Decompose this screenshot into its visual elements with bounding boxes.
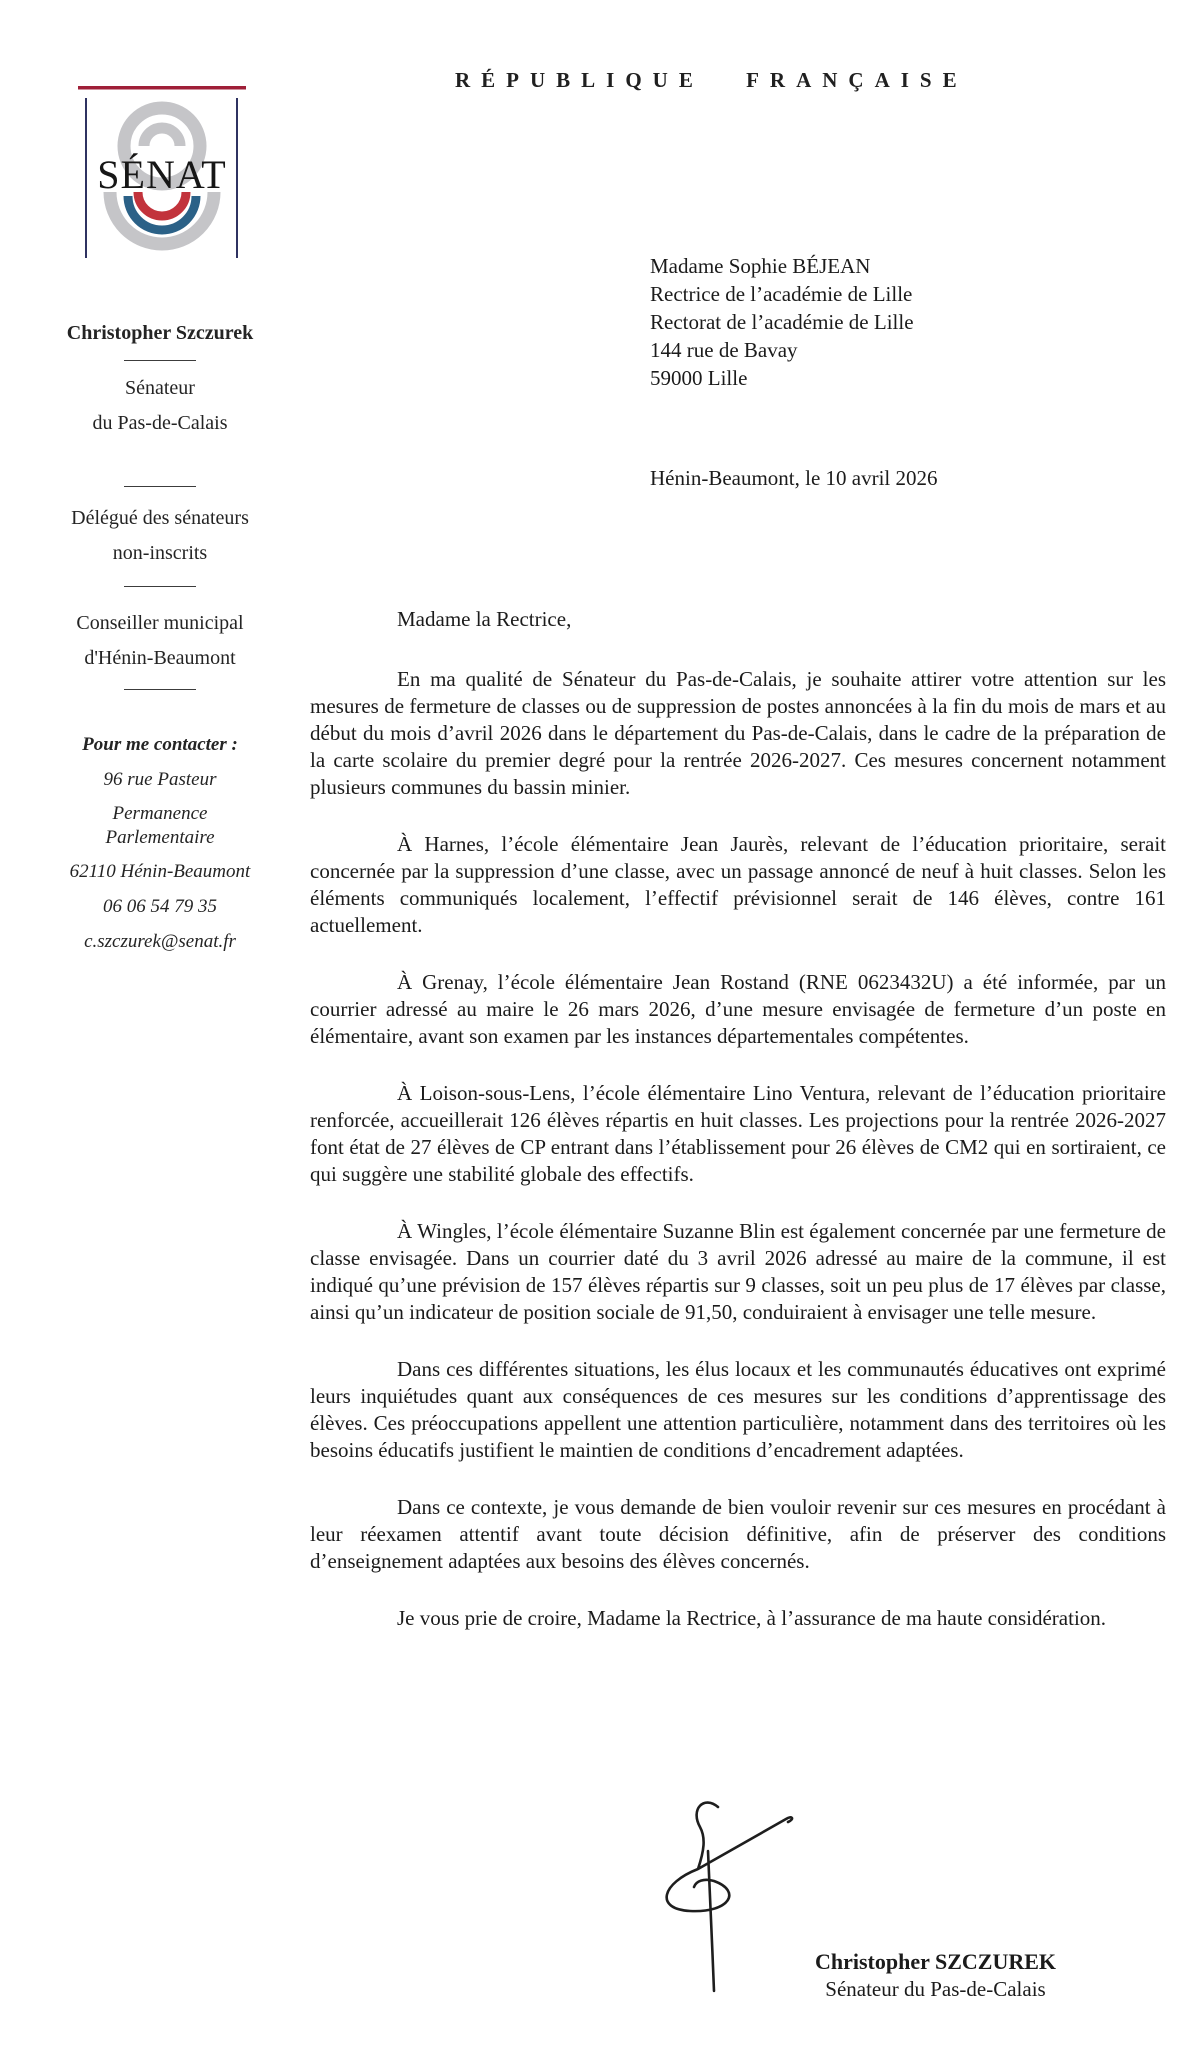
sender-block	[35, 320, 285, 964]
recipient-name: Madame Sophie BÉJEAN	[650, 254, 871, 278]
sender-role-line: Sénateur	[125, 377, 195, 399]
body-paragraph: Dans ces différentes situations, les élus locaux et les communautés éducatives ont exprimé leurs inquiétudes quant aux conséquences de ces mesures sur les conditions d’apprentissage des élèves. Ces préoccupations appellent une attention particulière, notamment dans des territoires où les besoins éducatifs justifient le maintien de conditions d’encadrement adaptées.	[310, 1357, 1166, 1462]
body-paragraph: En ma qualité de Sénateur du Pas-de-Calais, je souhaite attirer votre attention sur les mesures de fermeture de classes ou de suppression de postes annoncées à la fin du mois de mars et au début du mois d’avril 2026 dans le département du Pas-de-Calais, dans le cadre de la préparation de la carte scolaire du premier degré pour la rentrée 2026-2027. Ces mesures concernent notamment plusieurs communes du bassin minier.	[310, 667, 1166, 799]
dateline: Hénin-Beaumont, le 10 avril 2026	[650, 466, 938, 490]
recipient-street: 144 rue de Bavay	[650, 338, 798, 362]
recipient-block	[650, 252, 914, 392]
contact-email: c.szczurek@senat.fr	[84, 931, 236, 952]
contact-office: Permanence Parlementaire	[105, 803, 215, 848]
recipient-city: 59000 Lille	[650, 366, 748, 390]
divider	[124, 360, 196, 361]
body-paragraph: Dans ce contexte, je vous demande de bien vouloir revenir sur ces mesures en procédant à leur réexamen attentif avant toute décision définitive, afin de préserver des conditions d’enseignement adaptées aux besoins des élèves concernés.	[310, 1495, 1166, 1573]
sender-role-line: du Pas-de-Calais	[92, 412, 228, 434]
divider	[124, 586, 196, 587]
recipient-title: Rectrice de l’académie de Lille	[650, 282, 913, 306]
signature-name: Christopher SZCZUREK	[815, 1949, 1057, 1974]
senat-logo-icon	[78, 86, 246, 258]
body-paragraph: À Grenay, l’école élémentaire Jean Rostand (RNE 0623432U) a été informée, par un courrier adressé au maire le 26 mars 2026, d’une mesure envisagée de fermeture d’un poste en élémentaire, avant son examen par les instances départementales compétentes.	[310, 970, 1166, 1048]
salutation: Madame la Rectrice,	[397, 607, 572, 631]
contact-city: 62110 Hénin-Beaumont	[69, 861, 251, 882]
contact-phone: 06 06 54 79 35	[103, 896, 217, 917]
handwritten-signature	[638, 1793, 803, 1998]
senat-logo	[78, 86, 246, 258]
contact-address: 96 rue Pasteur	[103, 769, 217, 790]
sender-mandate-line: non-inscrits	[112, 542, 208, 564]
sender-mandate-line: Conseiller municipal	[76, 612, 244, 634]
divider	[124, 486, 196, 487]
sender-mandate-line: d'Hénin-Beaumont	[84, 647, 236, 669]
recipient-org: Rectorat de l’académie de Lille	[650, 310, 914, 334]
divider	[124, 689, 196, 690]
contact-heading: Pour me contacter :	[82, 734, 238, 755]
sender-mandate-line: Délégué des sénateurs	[71, 507, 249, 529]
letter-body	[310, 606, 1166, 1662]
signature-icon	[638, 1793, 803, 1998]
signature-block	[815, 1948, 1056, 2002]
sender-name: Christopher Szczurek	[66, 322, 254, 344]
republic-heading: RÉPUBLIQUE FRANÇAISE	[455, 68, 968, 92]
svg-text:SÉNAT: SÉNAT	[97, 152, 227, 197]
body-paragraph: À Harnes, l’école élémentaire Jean Jaurès, relevant de l’éducation prioritaire, serait concernée par la suppression d’une classe, avec un passage annoncé de neuf à huit classes. Selon les éléments communiqués localement, l’effectif prévisionnel serait de 146 élèves, contre 161 actuellement.	[310, 832, 1166, 937]
signature-role: Sénateur du Pas-de-Calais	[825, 1977, 1046, 2001]
body-paragraph: À Loison-sous-Lens, l’école élémentaire Lino Ventura, relevant de l’éducation prioritaire renforcée, accueillerait 126 élèves répartis en huit classes. Les projections pour la rentrée 2026-2027 font état de 27 élèves de CP entrant dans l’établissement pour 26 élèves de CM2 qui en sortiraient, ce qui suggère une stabilité globale des effectifs.	[310, 1081, 1166, 1186]
body-paragraph: Je vous prie de croire, Madame la Rectrice, à l’assurance de ma haute considération.	[397, 1606, 1107, 1630]
body-paragraph: À Wingles, l’école élémentaire Suzanne Blin est également concernée par une fermeture de classe envisagée. Dans un courrier daté du 3 avril 2026 adressé au maire de la commune, il est indiqué qu’une prévision de 157 élèves répartis sur 9 classes, soit un peu plus de 17 élèves par classe, ainsi qu’un indicateur de position sociale de 91,50, conduiraient à envisager une telle mesure.	[310, 1219, 1166, 1324]
